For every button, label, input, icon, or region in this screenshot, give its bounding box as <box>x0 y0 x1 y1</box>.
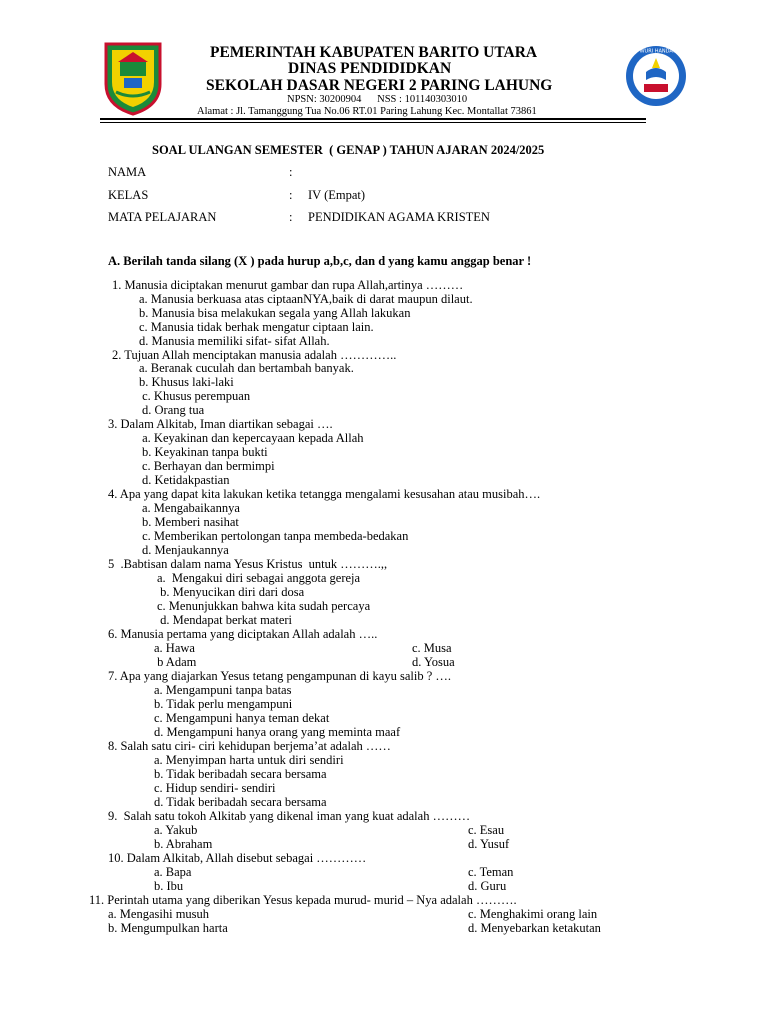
q1-option-a: a. Manusia berkuasa atas ciptaanNYA,baik di darat maupun dilaut. <box>139 292 473 306</box>
q6-option-a: a. Hawa <box>154 641 195 655</box>
q8-option-c: c. Hidup sendiri- sendiri <box>154 781 276 795</box>
q11-option-b: b. Mengumpulkan harta <box>108 921 228 935</box>
q2-option-c: c. Khusus perempuan <box>139 389 251 403</box>
tut-wuri-handayani-logo <box>624 44 688 108</box>
identity-colon-mapel: : <box>289 210 293 224</box>
q8-option-b: b. Tidak beribadah secara bersama <box>154 767 327 781</box>
q2-option-b: b. Khusus laki-laki <box>139 375 234 389</box>
q1-option-b: b. Manusia bisa melakukan segala yang Allah lakukan <box>139 306 411 320</box>
identity-label-nama: NAMA <box>108 165 147 179</box>
question-10: 10. Dalam Alkitab, Allah disebut sebagai ………… <box>108 851 367 865</box>
header-rule-thin <box>100 122 646 123</box>
question-6: 6. Manusia pertama yang diciptakan Allah adalah ….. <box>108 627 378 641</box>
q2-option-d: d. Orang tua <box>142 403 205 417</box>
q7-option-c: c. Mengampuni hanya teman dekat <box>154 711 330 725</box>
q9-option-b: b. Abraham <box>154 837 213 851</box>
identity-label-kelas: KELAS <box>108 188 149 202</box>
identity-value-kelas: IV (Empat) <box>308 188 366 202</box>
question-7: 7. Apa yang diajarkan Yesus tetang pengampunan di kayu salib ? …. <box>108 669 451 683</box>
q11-option-a: a. Mengasihi musuh <box>108 907 210 921</box>
q10-option-c: c. Teman <box>468 865 514 879</box>
question-4: 4. Apa yang dapat kita lakukan ketika tetangga mengalami kesusahan atau musibah…. <box>108 487 541 501</box>
q6-option-b: b Adam <box>154 655 197 669</box>
q1-option-d: d. Manusia memiliki sifat- sifat Allah. <box>139 334 330 348</box>
q5-option-a: a. Mengakui diri sebagai anggota gereja <box>157 571 361 585</box>
header-line-3: SEKOLAH DASAR NEGERI 2 PARING LAHUNG <box>206 77 553 94</box>
q3-option-a: a. Keyakinan dan kepercayaan kepada Allah <box>139 431 364 445</box>
q10-option-a: a. Bapa <box>154 865 192 879</box>
identity-colon-kelas: : <box>289 188 293 202</box>
q6-option-d: d. Yosua <box>412 655 455 669</box>
q4-option-b: b. Memberi nasihat <box>142 515 239 529</box>
q5-option-d: d. Mendapat berkat materi <box>157 613 293 627</box>
header-address: Alamat : Jl. Tamanggung Tua No.06 RT.01 Paring Lahung Kec. Montallat 73861 <box>197 106 537 117</box>
q1-option-c: c. Manusia tidak berhak mengatur ciptaan lain. <box>139 320 374 334</box>
question-1: 1. Manusia diciptakan menurut gambar dan rupa Allah,artinya ……… <box>112 278 464 292</box>
question-8: 8. Salah satu ciri- ciri kehidupan berjema’at adalah …… <box>108 739 391 753</box>
question-2: 2. Tujuan Allah menciptakan manusia adalah ………….. <box>112 348 397 362</box>
q5-option-c: c. Menunjukkan bahwa kita sudah percaya <box>157 599 371 613</box>
q9-option-d: d. Yusuf <box>468 837 510 851</box>
identity-colon-nama: : <box>289 165 293 179</box>
q11-option-c: c. Menghakimi orang lain <box>468 907 598 921</box>
header-line-2: DINAS PENDIDIDKAN <box>288 60 452 77</box>
q7-option-d: d. Mengampuni hanya orang yang meminta maaf <box>154 725 401 739</box>
q11-option-d: d. Menyebarkan ketakutan <box>468 921 601 935</box>
q3-option-c: c. Berhayan dan bermimpi <box>142 459 275 473</box>
question-11: 11. Perintah utama yang diberikan Yesus kepada murud- murid – Nya adalah ………. <box>89 893 517 907</box>
q7-option-b: b. Tidak perlu mengampuni <box>154 697 293 711</box>
tut-wuri-text: TUT WURI HANDAYANI <box>628 48 684 55</box>
exam-title: SOAL ULANGAN SEMESTER ( GENAP ) TAHUN AJARAN 2024/2025 <box>152 143 545 157</box>
q3-option-d: d. Ketidakpastian <box>142 473 230 487</box>
header-npsn: NPSN: 30200904 NSS : 101140303010 <box>287 94 468 105</box>
q9-option-a: a. Yakub <box>154 823 198 837</box>
q5-option-b: b. Menyucikan diri dari dosa <box>157 585 305 599</box>
header-rule-thick <box>100 118 646 120</box>
q8-option-d: d. Tidak beribadah secara bersama <box>154 795 327 809</box>
q2-option-a: a. Beranak cuculah dan bertambah banyak. <box>139 361 354 375</box>
header-line-1: PEMERINTAH KABUPATEN BARITO UTARA <box>210 44 538 61</box>
question-5: 5 .Babtisan dalam nama Yesus Kristus untuk ……….,, <box>108 557 388 571</box>
q4-option-d: d. Menjaukannya <box>142 543 229 557</box>
q3-option-b: b. Keyakinan tanpa bukti <box>142 445 268 459</box>
question-3: 3. Dalam Alkitab, Iman diartikan sebagai …. <box>108 417 333 431</box>
identity-label-mapel: MATA PELAJARAN <box>108 210 217 224</box>
identity-value-mapel: PENDIDIKAN AGAMA KRISTEN <box>308 210 490 224</box>
q4-option-a: a. Mengabaikannya <box>142 501 240 515</box>
regency-crest-logo <box>102 40 164 116</box>
q6-option-c: c. Musa <box>412 641 452 655</box>
q10-option-d: d. Guru <box>468 879 507 893</box>
question-9: 9. Salah satu tokoh Alkitab yang dikenal iman yang kuat adalah ……… <box>108 809 471 823</box>
q7-option-a: a. Mengampuni tanpa batas <box>154 683 292 697</box>
q9-option-c: c. Esau <box>468 823 505 837</box>
q10-option-b: b. Ibu <box>154 879 184 893</box>
q8-option-a: a. Menyimpan harta untuk diri sendiri <box>154 753 344 767</box>
section-a-instruction: A. Berilah tanda silang (X ) pada hurup a,b,c, dan d yang kamu anggap benar ! <box>108 254 532 268</box>
q4-option-c: c. Memberikan pertolongan tanpa membeda-bedakan <box>139 529 409 543</box>
